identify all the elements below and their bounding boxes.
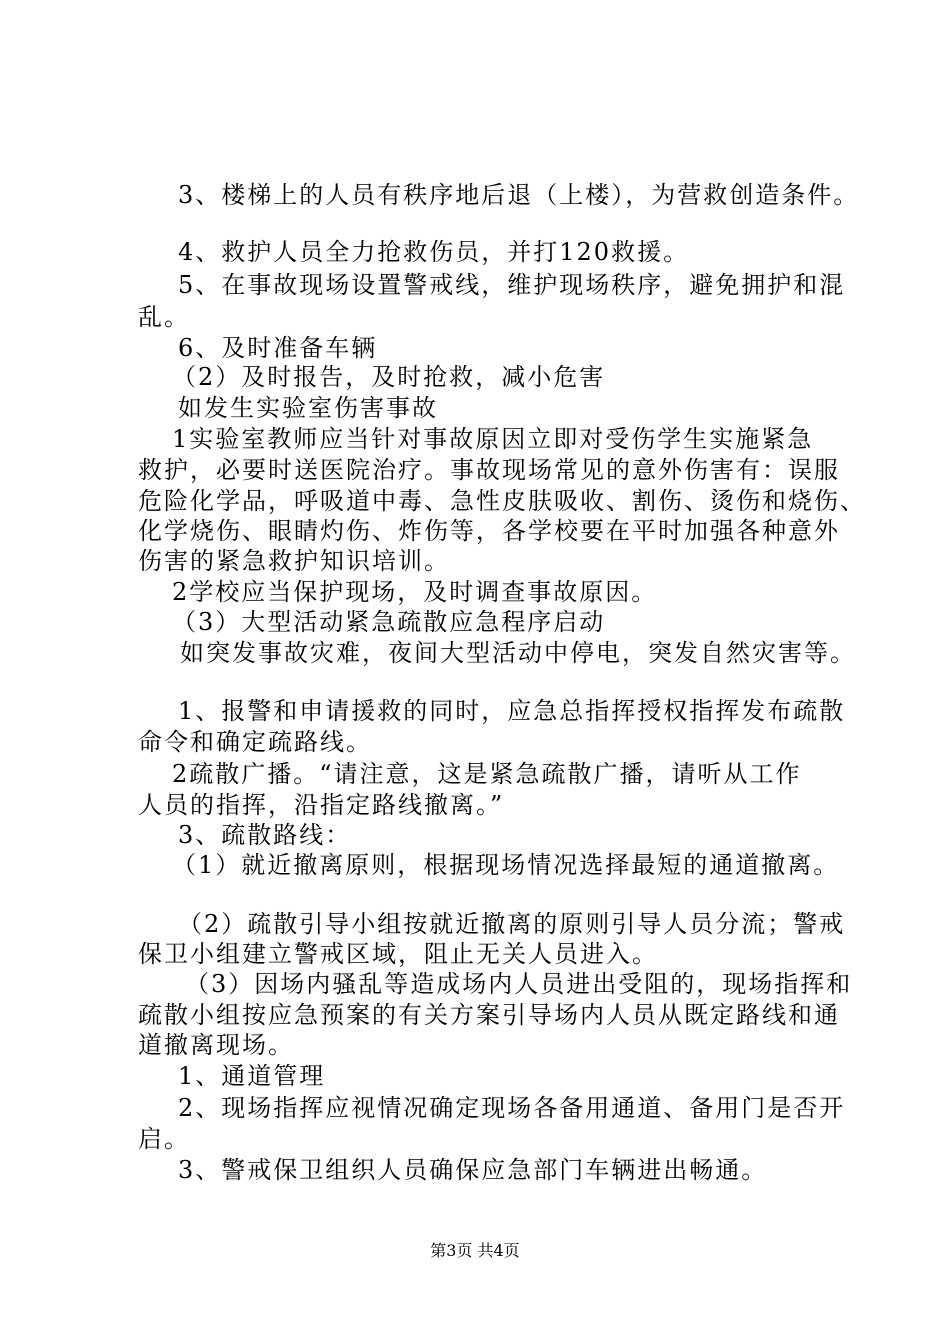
paragraph-line: （2）及时报告，及时抢救，减小危害	[172, 363, 606, 391]
paragraph-line: 如突发事故灾难，夜间大型活动中停电，突发自然灾害等。	[180, 639, 856, 667]
paragraph-line: 道撤离现场。	[138, 1031, 294, 1059]
paragraph-line: 5、在事故现场设置警戒线，维护现场秩序，避免拥护和混	[178, 271, 846, 299]
paragraph-line: 3、楼梯上的人员有秩序地后退（上楼），为营救创造条件。	[178, 181, 860, 209]
paragraph-line: （1）就近撤离原则，根据现场情况选择最短的通道撤离。	[172, 851, 840, 879]
paragraph-line: （2）疏散引导小组按就近撤离的原则引导人员分流；警戒	[178, 910, 846, 938]
page-number-footer: 第3页 共4页	[430, 1241, 520, 1260]
paragraph-line: 命令和确定疏路线。	[138, 728, 372, 756]
paragraph-line: 4、救护人员全力抢救伤员，并打120救援。	[178, 238, 690, 266]
paragraph-line: 3、疏散路线：	[178, 821, 352, 849]
paragraph-line: 疏散小组按应急预案的有关方案引导场内人员从既定路线和通	[138, 1001, 840, 1029]
paragraph-line: 2学校应当保护现场，及时调查事故原因。	[172, 578, 658, 606]
paragraph-line: 6、及时准备车辆	[178, 334, 378, 362]
paragraph-line: 救护，必要时送医院治疗。事故现场常见的意外伤害有：误服	[138, 456, 840, 484]
paragraph-line: 伤害的紧急救护知识培训。	[138, 547, 450, 575]
paragraph-line: （3）因场内骚乱等造成场内人员进出受阻的，现场指挥和	[185, 970, 853, 998]
paragraph-line: 危险化学品，呼吸道中毒、急性皮肤吸收、割伤、烫伤和烧伤、	[138, 487, 866, 515]
paragraph-line: 2疏散广播。“请注意，这是紧急疏散广播，请听从工作	[172, 760, 802, 788]
paragraph-line: 启。	[138, 1125, 190, 1153]
paragraph-line: 化学烧伤、眼睛灼伤、炸伤等，各学校要在平时加强各种意外	[138, 517, 840, 545]
paragraph-line: 乱。	[138, 303, 190, 331]
paragraph-line: 人员的指挥，沿指定路线撤离。”	[138, 791, 505, 819]
paragraph-line: 1实验室教师应当针对事故原因立即对受伤学生实施紧急	[172, 425, 814, 453]
paragraph-line: 2、现场指挥应视情况确定现场各备用通道、备用门是否开	[178, 1094, 846, 1122]
paragraph-line: 1、报警和申请援救的同时，应急总指挥授权指挥发布疏散	[178, 697, 846, 725]
paragraph-line: （3）大型活动紧急疏散应急程序启动	[172, 608, 606, 636]
paragraph-line: 3、警戒保卫组织人员确保应急部门车辆进出畅通。	[178, 1156, 768, 1184]
paragraph-line: 1、通道管理	[178, 1062, 326, 1090]
paragraph-line: 保卫小组建立警戒区域，阻止无关人员进入。	[138, 940, 658, 968]
paragraph-line: 如发生实验室伤害事故	[178, 394, 438, 422]
